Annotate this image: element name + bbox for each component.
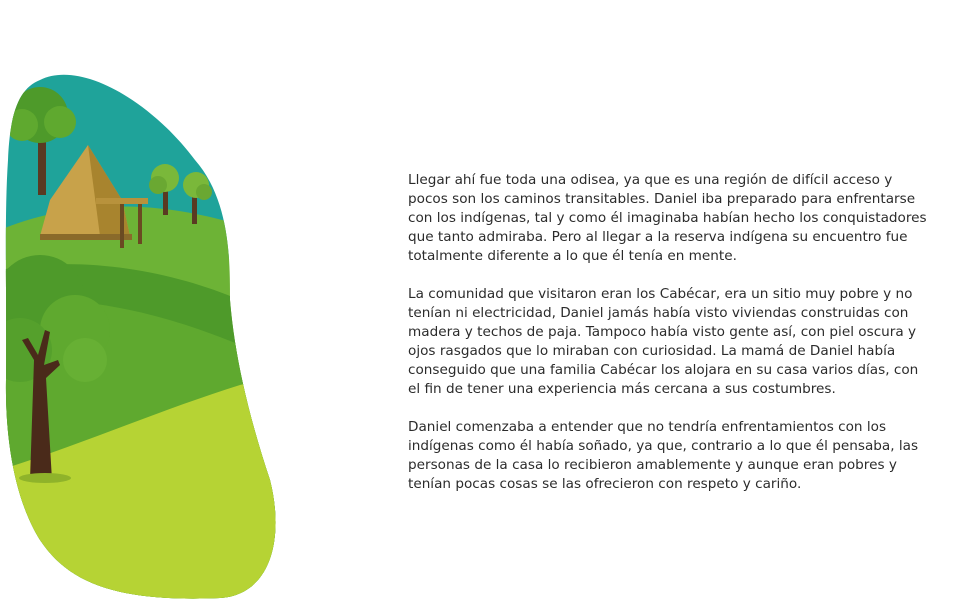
jungle-hut-illustration — [0, 0, 300, 600]
story-paragraph-2: La comunidad que visitaron eran los Cabécar, era un sitio muy pobre y no tenían ni electricidad, Daniel jamás había visto viviendas construidas con madera y techos de paja. Tampoco había visto gente así, con piel oscura y ojos rasgados que lo miraban con curiosidad. La mamá de Daniel había conseguido que una familia Cabécar los alojara en su casa varios días, con el fin de tener una experiencia más cercana a sus costumbres. — [408, 286, 919, 397]
story-paragraph-1: Llegar ahí fue toda una odisea, ya que es una región de difícil acceso y pocos son los caminos transitables. Daniel iba preparado para enfrentarse con los indígenas, tal y como él imaginaba habían hecho los conquistadores que tanto admiraba. Pero al llegar a la reserva indígena su encuentro fue totalmente diferente a lo que él tenía en mente. — [408, 172, 927, 264]
story-paragraph-3: Daniel comenzaba a entender que no tendría enfrentamientos con los indígenas como él había soñado, ya que, contrario a lo que él pensaba, las personas de la casa lo recibieron amablemente y aunque eran pobres y tenían pocas cosas se las ofrecieron con respeto y cariño. — [408, 419, 919, 492]
story-text-block — [408, 171, 928, 513]
